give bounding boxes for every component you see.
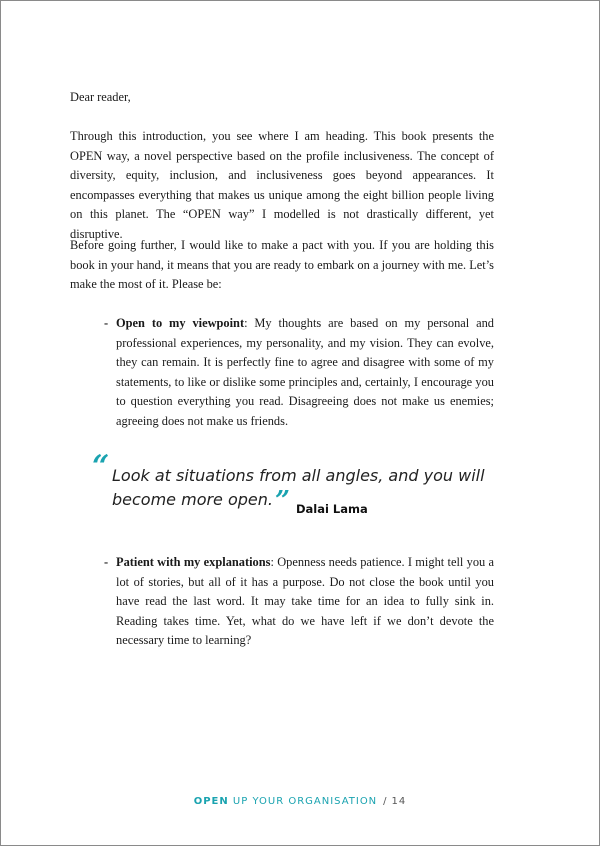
bullet-title: Patient with my explanations [116,555,271,569]
footer-separator: / [383,796,388,807]
bullet-text [116,314,494,432]
quote-author: Dalai Lama [295,502,368,516]
bullet-dash: - [104,555,109,569]
bullet-body: : Openness needs patience. I might tell you a lot of stories, but all of it has a purpose. Do not close the book until you have read the last word. It may take time for an idea to fully sink in. Reading takes time. Yet, what do we have left if we don’t devote the necessary time to learning? [116,555,495,648]
running-footer [0,796,600,807]
footer-brand: OPEN [193,796,229,807]
bullet-title: Open to my viewpoint [116,316,245,330]
close-quote-mark: ” [275,486,290,516]
bullet-patient-explanations [104,553,494,651]
pact-paragraph: Before going further, I would like to make a pact with you. If you are holding this book in your hand, it means that you are ready to embark on a journey with me. Let’s make the most of it. Please be: [70,238,494,292]
footer-title: UP YOUR ORGANISATION [228,796,378,807]
bullet-open-viewpoint [104,314,494,432]
bullet-dash: - [104,316,109,330]
bullet-text [116,553,494,651]
salutation: Dear reader, [70,90,131,104]
page-number: 14 [391,796,407,807]
bullet-body: : My thoughts are based on my personal and professional experiences, my personality, and my vision. They can evolve, they can remain. It is perfectly fine to agree and disagree with some of my statements, to like or dislike some principles and, certainly, I encourage you to question everything you read. Disagreeing does not make us enemies; agreeing does not make us friends. [116,316,494,428]
open-quote-mark: “ [92,449,110,484]
quote-text-block [112,464,512,521]
intro-paragraph: Through this introduction, you see where I am heading. This book presents the OPEN way, a novel perspective based on the profile inclusiveness. The concept of diversity, equity, inclusion, and inclusiveness goes beyond appearances. It encompasses everything that makes us unique among the eight billion people living on this planet. The “OPEN way” I modelled is not drastically different, yet disruptive. [70,129,494,241]
quote-text: Look at situations from all angles, and you will become more open. [112,466,485,509]
